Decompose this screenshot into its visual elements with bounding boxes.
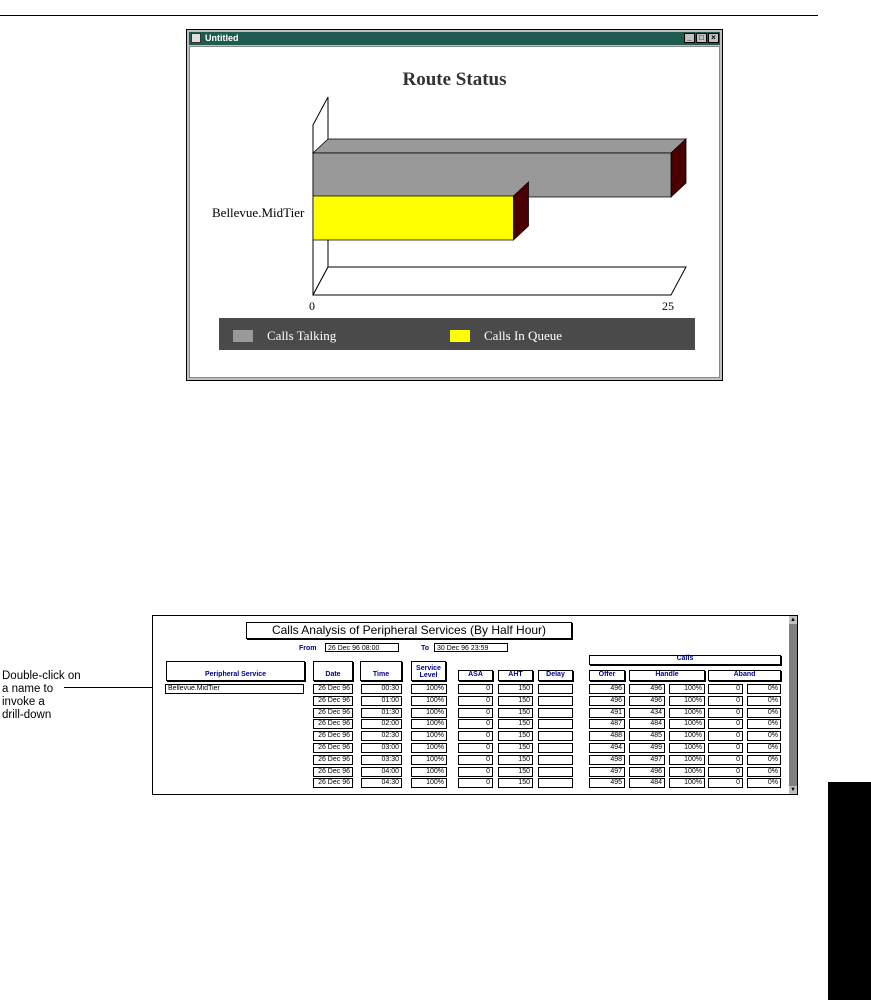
close-button[interactable]: × [708,33,719,43]
cell-aht: 150 [498,755,533,765]
cell-offer: 496 [589,696,625,706]
cell-handle: 499 [629,743,665,753]
cell-date: 26 Dec 96 [313,708,353,718]
cell-asa: 0 [458,743,493,753]
cell-time: 01:00 [361,696,402,706]
cell-aht: 150 [498,778,533,788]
cell-offer: 497 [589,767,625,777]
legend-label-calls-in-queue: Calls In Queue [484,328,562,343]
cell-time: 04:00 [361,767,402,777]
header-offer[interactable]: Offer [589,670,625,681]
cell-date: 26 Dec 96 [313,755,353,765]
calls-group-header: Calls [589,655,781,665]
cell-handle: 497 [629,755,665,765]
cell-handle-pct: 100% [669,767,705,777]
cell-service-level: 100% [411,731,447,741]
route-status-window [186,29,723,381]
cell-aht: 150 [498,684,533,694]
cell-aband: 0 [708,755,743,765]
cell-delay [538,767,573,777]
category-label: Bellevue.MidTier [212,205,305,220]
cell-handle-pct: 100% [669,778,705,788]
cell-handle: 485 [629,731,665,741]
cell-handle-pct: 100% [669,755,705,765]
app-icon[interactable] [191,33,201,43]
header-service-level[interactable]: Service Level [411,661,446,681]
cell-asa: 0 [458,719,493,729]
cell-aband-pct: 0% [747,684,781,694]
cell-aband-pct: 0% [747,755,781,765]
legend-swatch-calls-in-queue [450,330,470,342]
cell-service-level: 100% [411,743,447,753]
header-date[interactable]: Date [313,661,353,681]
service-name-cell[interactable]: Bellevue.MidTier [165,684,304,694]
drilldown-annotation [2,670,81,722]
cell-handle-pct: 100% [669,696,705,706]
cell-delay [538,778,573,788]
from-date-field[interactable]: 26 Dec 96 08:00 [325,643,399,652]
cell-aht: 150 [498,731,533,741]
page-side-tab [828,782,871,1000]
legend-label-calls-talking: Calls Talking [267,328,337,343]
floor [313,267,686,295]
header-time[interactable]: Time [360,661,402,681]
cell-offer: 496 [589,684,625,694]
cell-asa: 0 [458,755,493,765]
annotation-line-1: Double-click on [2,670,81,682]
cell-time: 01:30 [361,708,402,718]
cell-aht: 150 [498,708,533,718]
cell-delay [538,731,573,741]
cell-service-level: 100% [411,684,447,694]
cell-aht: 150 [498,719,533,729]
cell-aband: 0 [708,731,743,741]
report-title: Calls Analysis of Peripheral Services (By Half Hour) [246,622,572,639]
chart-title: Route Status [402,69,507,90]
cell-aband-pct: 0% [747,743,781,753]
cell-aband-pct: 0% [747,719,781,729]
cell-offer: 487 [589,719,625,729]
cell-aht: 150 [498,767,533,777]
cell-offer: 498 [589,755,625,765]
header-handle[interactable]: Handle [629,670,705,681]
cell-offer: 491 [589,708,625,718]
cell-delay [538,708,573,718]
window-titlebar[interactable] [189,32,720,45]
cell-aband: 0 [708,743,743,753]
report-scrollbar[interactable] [789,616,797,794]
cell-service-level: 100% [411,755,447,765]
cell-asa: 0 [458,731,493,741]
cell-aband-pct: 0% [747,696,781,706]
bar-top-calls-talking [313,139,686,153]
legend-swatch-calls-talking [233,330,253,342]
annotation-line-4: drill-down [2,709,52,721]
cell-time: 03:00 [361,743,402,753]
cell-aht: 150 [498,743,533,753]
cell-date: 26 Dec 96 [313,719,353,729]
cell-aband: 0 [708,719,743,729]
cell-service-level: 100% [411,778,447,788]
cell-date: 26 Dec 96 [313,684,353,694]
annotation-line-2: a name to [2,683,54,695]
cell-service-level: 100% [411,767,447,777]
cell-date: 26 Dec 96 [313,696,353,706]
x-tick-min: 0 [309,299,315,313]
cell-date: 26 Dec 96 [313,778,353,788]
from-label: From [299,645,317,652]
cell-aht: 150 [498,696,533,706]
maximize-button[interactable]: □ [696,33,707,43]
cell-handle: 496 [629,767,665,777]
header-aband[interactable]: Aband [708,670,781,681]
cell-aband-pct: 0% [747,731,781,741]
x-tick-max: 25 [662,299,674,313]
cell-asa: 0 [458,696,493,706]
cell-time: 04:30 [361,778,402,788]
cell-asa: 0 [458,778,493,788]
cell-aband: 0 [708,708,743,718]
cell-handle: 496 [629,696,665,706]
cell-aband: 0 [708,696,743,706]
calls-analysis-report [152,615,798,795]
scroll-up-arrow[interactable]: ▲ [790,617,796,623]
cell-aband: 0 [708,767,743,777]
cell-delay [538,755,573,765]
chart-area [189,46,720,378]
bar-calls-talking [313,153,671,197]
cell-date: 26 Dec 96 [313,767,353,777]
cell-delay [538,684,573,694]
bar-calls-in-queue [313,196,513,240]
cell-time: 02:30 [361,731,402,741]
cell-time: 00:30 [361,684,402,694]
header-aht[interactable]: AHT [498,670,533,681]
cell-handle-pct: 100% [669,719,705,729]
cell-offer: 494 [589,743,625,753]
cell-handle: 496 [629,684,665,694]
cell-asa: 0 [458,708,493,718]
cell-offer: 495 [589,778,625,788]
scroll-down-arrow[interactable]: ▼ [790,787,796,793]
cell-delay [538,719,573,729]
cell-time: 03:30 [361,755,402,765]
cell-aband-pct: 0% [747,767,781,777]
cell-handle-pct: 100% [669,684,705,694]
cell-handle-pct: 100% [669,731,705,741]
cell-aband: 0 [708,778,743,788]
page-top-rule [0,15,818,16]
annotation-arrow-line [64,687,160,688]
minimize-button[interactable]: _ [684,33,695,43]
annotation-line-3: invoke a [2,696,45,708]
cell-date: 26 Dec 96 [313,743,353,753]
cell-offer: 488 [589,731,625,741]
cell-handle-pct: 100% [669,743,705,753]
cell-aband-pct: 0% [747,708,781,718]
header-delay[interactable]: Delay [538,670,573,681]
cell-handle: 484 [629,778,665,788]
cell-handle: 434 [629,708,665,718]
cell-aband-pct: 0% [747,778,781,788]
cell-service-level: 100% [411,708,447,718]
cell-service-level: 100% [411,696,447,706]
cell-time: 02:00 [361,719,402,729]
cell-handle-pct: 100% [669,708,705,718]
cell-service-level: 100% [411,719,447,729]
chart-legend [219,318,695,350]
cell-asa: 0 [458,684,493,694]
header-asa[interactable]: ASA [458,670,493,681]
cell-delay [538,696,573,706]
cell-delay [538,743,573,753]
cell-handle: 484 [629,719,665,729]
cell-asa: 0 [458,767,493,777]
cell-aband: 0 [708,684,743,694]
to-label: To [421,645,430,652]
window-title: Untitled [205,33,239,43]
to-date-field[interactable]: 30 Dec 96 23:59 [434,643,508,652]
cell-date: 26 Dec 96 [313,731,353,741]
header-peripheral-service[interactable]: Peripheral Service [166,661,305,681]
